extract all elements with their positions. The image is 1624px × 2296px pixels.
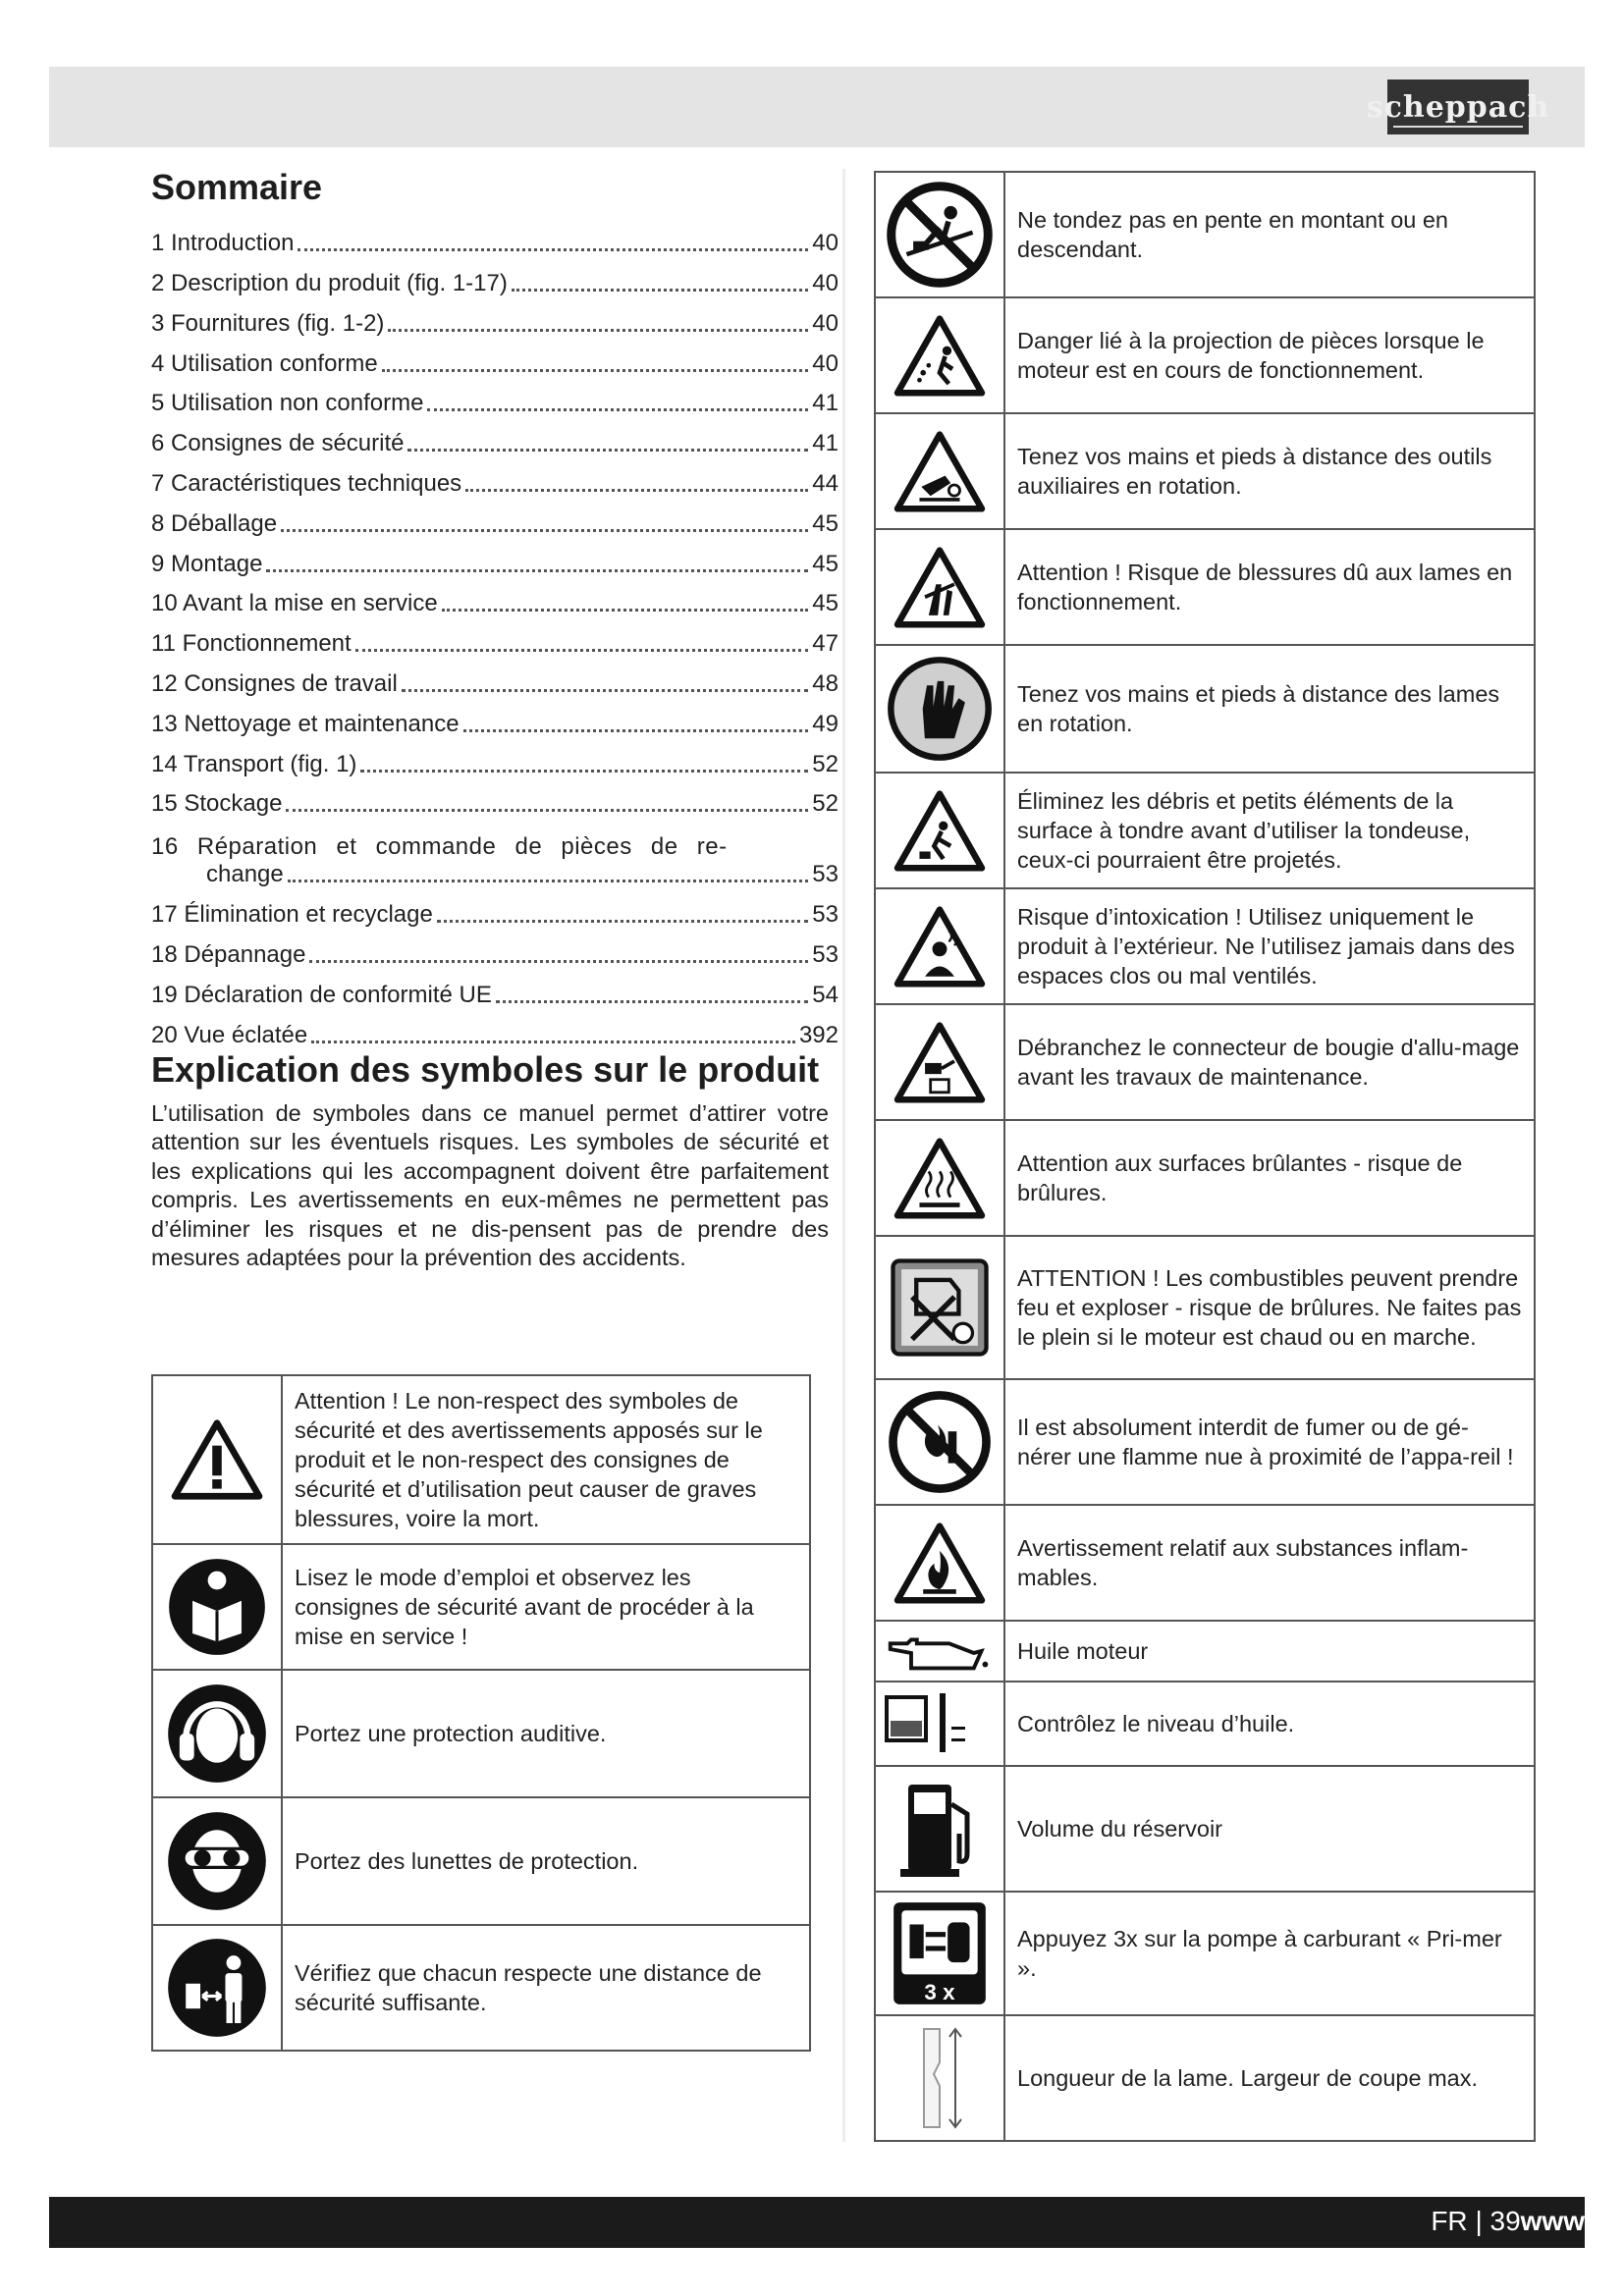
symbol-row: [875, 413, 1535, 529]
symbol-text: Huile moteur: [1004, 1621, 1535, 1682]
brand-logo: scheppach: [1387, 80, 1529, 134]
footer-separator: |: [1475, 2206, 1483, 2236]
symbol-table-right: [874, 171, 1536, 2142]
symbol-text: Tenez vos mains et pieds à distance des outils auxiliaires en rotation.: [1004, 413, 1535, 529]
toc-item[interactable]: 20 Vue éclatée 392: [151, 1021, 839, 1048]
eye-protection-icon: [152, 1797, 282, 1925]
primer-count-label: 3 x: [924, 1979, 955, 2004]
symbol-row: [152, 1375, 810, 1544]
symbol-text: Attention ! Le non-respect des symboles de sécurité et des avertissements apposés sur le produit et le non-respect des consignes de sécurité et d’utilisation peut causer de graves blessures, voire la mort.: [282, 1375, 810, 1544]
symbol-row: [875, 888, 1535, 1004]
projection-hazard-icon: [875, 297, 1004, 413]
symbol-text: Appuyez 3x sur la pompe à carburant « Pri-mer ».: [1004, 1892, 1535, 2015]
symbol-row: [152, 1925, 810, 2051]
symbol-row: [875, 1236, 1535, 1379]
toc-item[interactable]: 8 Déballage 45: [151, 509, 839, 537]
footer-lang: FR: [1431, 2206, 1468, 2236]
symbol-row: [875, 2015, 1535, 2141]
page-footer: [1431, 2206, 1585, 2237]
footer-url: www: [1520, 2206, 1585, 2236]
symbol-text: Portez une protection auditive.: [282, 1670, 810, 1797]
toc-item[interactable]: 1 Introduction 40: [151, 230, 839, 257]
toc-item[interactable]: 2 Description du produit (fig. 1-17) 40: [151, 269, 839, 296]
footer-bar: [49, 2197, 1585, 2248]
toc-item[interactable]: 12 Consignes de travail 48: [151, 669, 839, 697]
toc-item[interactable]: 9 Montage 45: [151, 550, 839, 577]
safety-distance-icon: [152, 1925, 282, 2051]
primer-icon: [875, 1892, 1004, 2015]
blade-injury-icon: [875, 529, 1004, 645]
toc-item[interactable]: 19 Déclaration de conformité UE 54: [151, 981, 839, 1008]
symbol-row: [152, 1544, 810, 1670]
no-slope-mowing-icon: [875, 172, 1004, 297]
symbol-row: [875, 172, 1535, 297]
toxic-fumes-icon: [875, 888, 1004, 1004]
symbol-text: Risque d’intoxication ! Utilisez uniquement le produit à l’extérieur. Ne l’utilisez jamais dans des espaces clos ou mal ventilés.: [1004, 888, 1535, 1004]
page-number: 39: [1489, 2206, 1521, 2236]
toc-item[interactable]: 4 Utilisation conforme 40: [151, 349, 839, 377]
toc-item[interactable]: 3 Fournitures (fig. 1-2) 40: [151, 309, 839, 337]
symbol-text: Il est absolument interdit de fumer ou de gé-nérer une flamme nue à proximité de l’appa-reil !: [1004, 1379, 1535, 1505]
symbol-text: Lisez le mode d’emploi et observez les consignes de sécurité avant de procéder à la mise en service !: [282, 1544, 810, 1670]
toc-item[interactable]: 15 Stockage 52: [151, 790, 839, 818]
symbol-row: [875, 297, 1535, 413]
oil-level-icon: [875, 1682, 1004, 1766]
symbol-row: [875, 529, 1535, 645]
symbol-text: Attention ! Risque de blessures dû aux lames en fonctionnement.: [1004, 529, 1535, 645]
flammable-icon: [875, 1505, 1004, 1621]
symbol-row: [875, 1621, 1535, 1682]
symbol-text: Ne tondez pas en pente en montant ou en descendant.: [1004, 172, 1535, 297]
symbol-text: Débranchez le connecteur de bougie d'allu-mage avant les travaux de maintenance.: [1004, 1004, 1535, 1120]
symbol-row: [875, 1892, 1535, 2015]
symbol-text: Vérifiez que chacun respecte une distance de sécurité suffisante.: [282, 1925, 810, 2051]
toc-item[interactable]: 14 Transport (fig. 1) 52: [151, 750, 839, 777]
symbol-text: Portez des lunettes de protection.: [282, 1797, 810, 1925]
symbol-text: Contrôlez le niveau d’huile.: [1004, 1682, 1535, 1766]
symbol-row: [875, 1766, 1535, 1892]
warning-exclamation-icon: [152, 1375, 282, 1544]
symbol-row: [875, 1004, 1535, 1120]
symbol-text: ATTENTION ! Les combustibles peuvent prendre feu et exploser - risque de brûlures. Ne faites pas le plein si le moteur est chaud ou en marche.: [1004, 1236, 1535, 1379]
fuel-fire-icon: [875, 1236, 1004, 1379]
symbol-row: [875, 1379, 1535, 1505]
toc-item[interactable]: 16 Réparation et commande de pièces de re- change 53: [151, 833, 839, 888]
symbol-row: [875, 1505, 1535, 1621]
blade-length-icon: [875, 2015, 1004, 2141]
hot-surface-icon: [875, 1120, 1004, 1236]
keep-hands-away-icon: [875, 645, 1004, 773]
toc-list: [151, 217, 839, 1048]
no-smoking-icon: [875, 1379, 1004, 1505]
spark-plug-icon: [875, 1004, 1004, 1120]
toc-item[interactable]: 7 Caractéristiques techniques 44: [151, 469, 839, 497]
left-column: [151, 167, 839, 1283]
ear-protection-icon: [152, 1670, 282, 1797]
symbol-text: Danger lié à la projection de pièces lorsque le moteur est en cours de fonctionnement.: [1004, 297, 1535, 413]
column-divider: [842, 169, 845, 2142]
symbol-row: [875, 1120, 1535, 1236]
symbols-title: Explication des symboles sur le produit: [151, 1048, 820, 1090]
symbol-text: Éliminez les débris et petits éléments de la surface à tondre avant d’utiliser la tondeuse, ceux-ci pourraient être projetés.: [1004, 773, 1535, 888]
symbol-row: [875, 773, 1535, 888]
symbol-row: [875, 1682, 1535, 1766]
read-manual-icon: [152, 1544, 282, 1670]
toc-item[interactable]: 18 Dépannage 53: [151, 940, 839, 968]
toc-item[interactable]: 10 Avant la mise en service 45: [151, 590, 839, 617]
symbol-text: Avertissement relatif aux substances inflam-mables.: [1004, 1505, 1535, 1621]
toc-item[interactable]: 6 Consignes de sécurité 41: [151, 430, 839, 457]
symbol-text: Attention aux surfaces brûlantes - risque de brûlures.: [1004, 1120, 1535, 1236]
rotating-tools-hazard-icon: [875, 413, 1004, 529]
symbol-table-left: [151, 1374, 811, 2052]
symbol-row: [875, 645, 1535, 773]
symbols-intro: L’utilisation de symboles dans ce manuel permet d’attirer votre attention sur les éventuels risques. Les symboles de sécurité et les explications qui les accompagnent doivent être parfaitement compris. Les avertissements en eux-mêmes ne permettent pas d’éliminer les risques et ne dis-pensent pas de prendre des mesures adaptées pour la prévention des accidents.: [151, 1099, 829, 1271]
toc-item[interactable]: 17 Élimination et recyclage 53: [151, 901, 839, 929]
symbol-text: Tenez vos mains et pieds à distance des lames en rotation.: [1004, 645, 1535, 773]
toc-item[interactable]: 13 Nettoyage et maintenance 49: [151, 710, 839, 737]
engine-oil-icon: [875, 1621, 1004, 1682]
header-bar: [49, 67, 1585, 147]
toc-item[interactable]: 5 Utilisation non conforme 41: [151, 390, 839, 417]
symbol-row: [152, 1797, 810, 1925]
fuel-pump-icon: [875, 1766, 1004, 1892]
symbol-row: [152, 1670, 810, 1797]
symbol-text: Volume du réservoir: [1004, 1766, 1535, 1892]
toc-item[interactable]: 11 Fonctionnement 47: [151, 630, 839, 658]
remove-debris-icon: [875, 773, 1004, 888]
toc-title: Sommaire: [151, 167, 323, 207]
symbol-text: Longueur de la lame. Largeur de coupe max.: [1004, 2015, 1535, 2141]
